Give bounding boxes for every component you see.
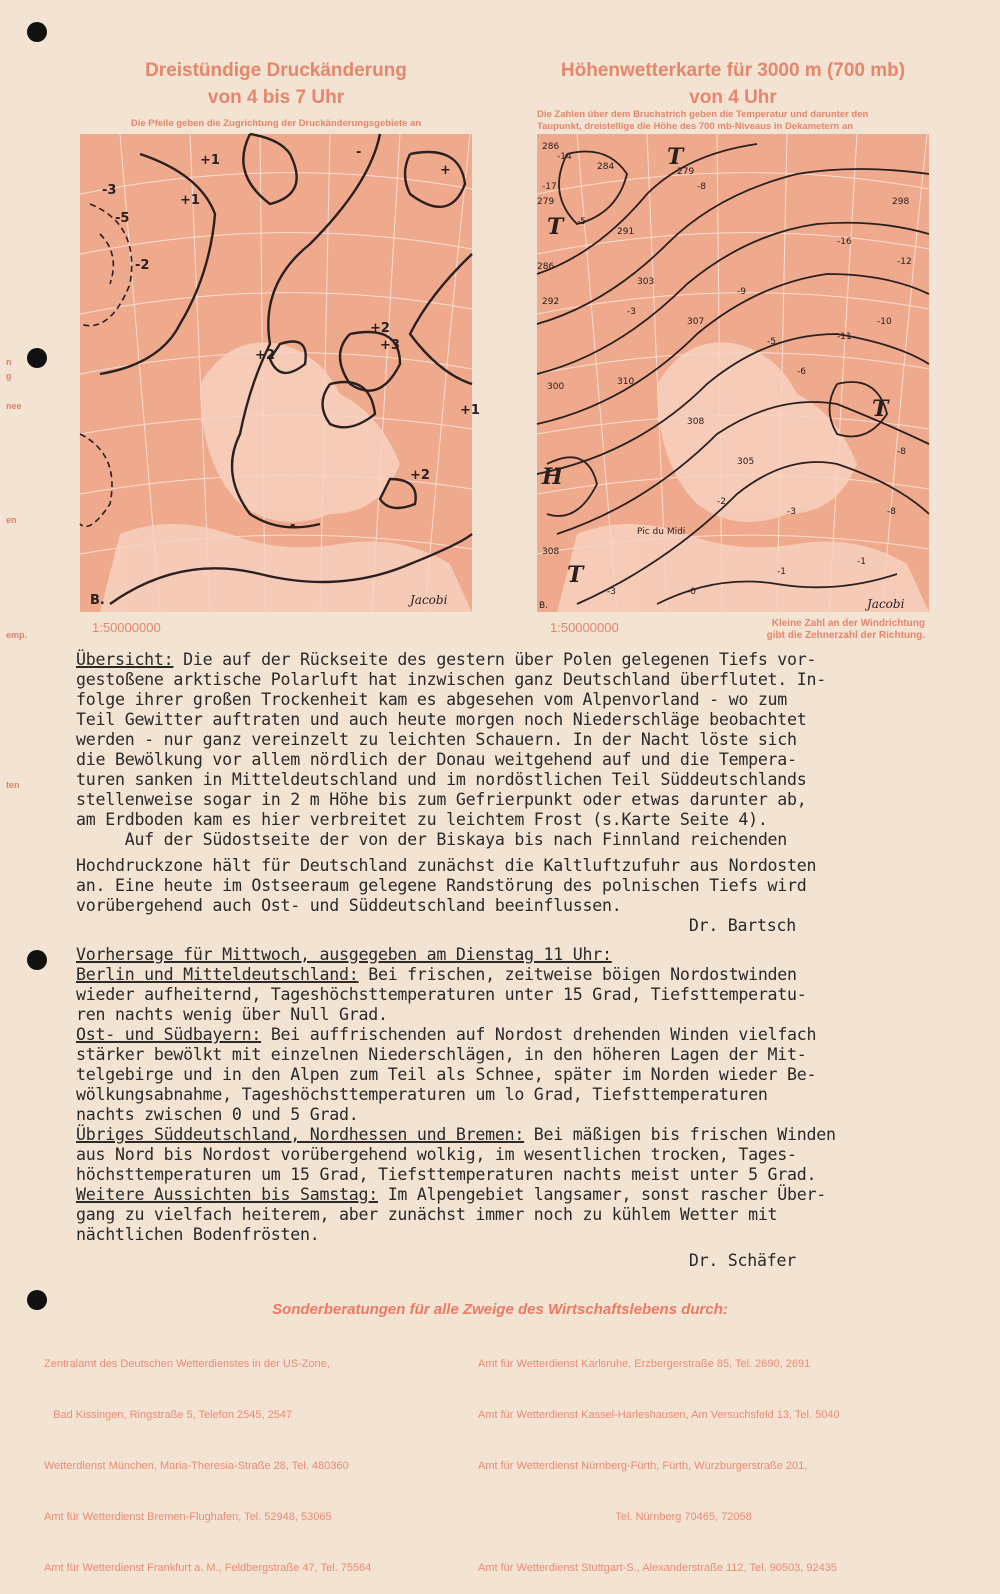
forecast-line: höchsttemperaturen um 15 Grad, Tiefsttemperaturen nachts meist unter 5 Grad. xyxy=(76,1165,817,1184)
footer-right xyxy=(478,1322,840,1594)
left-map-title-line1: Dreistündige Druckänderung xyxy=(145,60,407,81)
other-label: Übriges Süddeutschland, Nordhessen und Bremen: xyxy=(76,1125,525,1144)
footer-left-line: Amt für Wetterdienst Frankfurt a. M., Feldbergstraße 47, Tel. 75564 xyxy=(44,1562,372,1574)
edge-mark: en xyxy=(6,515,17,525)
forecast-line: Im Alpengebiet langsamer, sonst rascher Über- xyxy=(377,1185,827,1204)
edge-mark: ten xyxy=(6,780,20,790)
svg-text:-: - xyxy=(356,145,362,160)
right-map-subtitle-line2: Taupunkt, dreistellige die Höhe des 700 mb-Niveaus in Dekametern an xyxy=(537,121,854,132)
right-map-title-line1: Höhenwetterkarte für 3000 m (700 mb) xyxy=(560,60,906,81)
svg-text:T: T xyxy=(872,396,889,422)
footer-left-line: Zentralamt des Deutschen Wetterdienstes in der US-Zone, xyxy=(44,1358,330,1370)
svg-text:-0: -0 xyxy=(687,587,696,597)
svg-text:-1: -1 xyxy=(777,567,786,577)
right-map-subtitle-line1: Die Zahlen über dem Bruchstrich geben die Temperatur und darunter den xyxy=(537,109,869,120)
right-map-title xyxy=(537,57,929,111)
svg-text:310: 310 xyxy=(617,377,635,387)
right-map-subtitle xyxy=(537,109,929,133)
edge-mark: emp. xyxy=(6,630,28,640)
footer-left-line: Wetterdienst München, Maria-Theresia-Straße 28, Tel. 480360 xyxy=(44,1460,349,1472)
forecast-line: gang zu vielfach heiterem, aber zunächst immer noch zu kühlem Wetter mit xyxy=(76,1205,778,1224)
right-map-note-line1: Kleine Zahl an der Windrichtung xyxy=(771,618,925,629)
svg-text:-2: -2 xyxy=(135,258,150,273)
svg-text:-8: -8 xyxy=(897,447,906,457)
svg-text:+2: +2 xyxy=(410,468,430,483)
footer-right-line: Tel. Nürnberg 70465, 72058 xyxy=(478,1511,752,1523)
svg-text:-8: -8 xyxy=(887,507,896,517)
left-map-signature: Jacobi xyxy=(410,593,448,607)
svg-text:+1: +1 xyxy=(180,193,200,208)
svg-text:-3: -3 xyxy=(627,307,636,317)
forecast-section xyxy=(76,945,936,1271)
svg-text:B.: B. xyxy=(539,601,549,611)
svg-text:286: 286 xyxy=(537,262,555,272)
svg-text:-5: -5 xyxy=(115,211,130,226)
overview-line: stellenweise sogar in 2 m Höhe bis zum Gefrierpunkt oder etwas darunter ab, xyxy=(76,790,807,809)
svg-text:-10: -10 xyxy=(877,317,892,327)
svg-text:-8: -8 xyxy=(697,182,706,192)
edge-mark: n xyxy=(6,357,12,367)
edge-mark: nee xyxy=(6,401,22,411)
svg-text:-3: -3 xyxy=(787,507,796,517)
punch-hole xyxy=(27,950,47,970)
forecast-line: aus Nord bis Nordost vorübergehend wolkig, im wesentlichen trocken, Tages- xyxy=(76,1145,797,1164)
overview-line: turen sanken in Mitteldeutschland und im nordöstlichen Teil Süddeutschlands xyxy=(76,770,807,789)
overview-line-0 xyxy=(76,650,936,670)
overview-line: Hochdruckzone hält für Deutschland zunächst die Kaltluftzufuhr aus Nordosten xyxy=(76,856,817,875)
forecast-line: telgebirge und in den Alpen zum Teil als Schnee, später im Norden wieder Be- xyxy=(76,1065,817,1084)
svg-text:303: 303 xyxy=(637,277,655,287)
svg-text:-3: -3 xyxy=(102,183,117,198)
footer-left-line: Bad Kissingen, Ringstraße 5, Telefon 2545, 2547 xyxy=(44,1409,293,1421)
svg-text:300: 300 xyxy=(547,382,565,392)
svg-text:-12: -12 xyxy=(897,257,912,267)
forecast-line: nachts zwischen 0 und 5 Grad. xyxy=(76,1105,359,1124)
overview-line: an. Eine heute im Ostseeraum gelegene Randstörung des polnischen Tiefs wird xyxy=(76,876,807,895)
svg-text:-11: -11 xyxy=(837,332,852,342)
footer-right-line: Amt für Wetterdienst Karlsruhe, Erzbergerstraße 85, Tel. 2690, 2691 xyxy=(478,1358,811,1370)
svg-text:-14: -14 xyxy=(557,152,572,162)
svg-text:Pic du Midi: Pic du Midi xyxy=(637,527,686,537)
svg-text:-3: -3 xyxy=(607,587,616,597)
svg-text:+2: +2 xyxy=(370,321,390,336)
left-map-subtitle: Die Pfeile geben die Zugrichtung der Druckänderungsgebiete an xyxy=(130,118,422,129)
footer-left-line: Amt für Wetterdienst Bremen-Flughafen, Tel. 52948, 53065 xyxy=(44,1511,332,1523)
forecast-signature: Dr. Schäfer xyxy=(688,1251,796,1270)
forecast-heading: Vorhersage für Mittwoch, ausgegeben am Dienstag 11 Uhr: xyxy=(76,945,612,964)
overview-line: die Bewölkung vor allem nördlich der Donau weitgehend auf und die Tempera- xyxy=(76,750,797,769)
footer-right-line: Amt für Wetterdienst Nürnberg-Fürth, Fürth, Würzburgerstraße 201, xyxy=(478,1460,808,1472)
right-map-scale: 1:50000000 xyxy=(550,620,619,635)
left-map-title-line2: von 4 bis 7 Uhr xyxy=(207,87,345,108)
svg-text:308: 308 xyxy=(542,547,560,557)
left-map xyxy=(80,134,480,612)
svg-text:T: T xyxy=(567,562,584,588)
svg-text:305: 305 xyxy=(737,457,755,467)
overview-line: Auf der Südostseite der von der Biskaya bis nach Finnland reichenden xyxy=(76,830,788,849)
forecast-line: ren nachts wenig über Null Grad. xyxy=(76,1005,388,1024)
svg-text:-2: -2 xyxy=(717,497,726,507)
svg-text:308: 308 xyxy=(687,417,705,427)
svg-text:+: + xyxy=(440,163,451,178)
svg-text:307: 307 xyxy=(687,317,705,327)
punch-hole xyxy=(27,348,47,368)
forecast-line: Bei mäßigen bis frischen Winden xyxy=(524,1125,836,1144)
overview-line: am Erdboden kam es hier verbreitet zu leichtem Frost (s.Karte Seite 4). xyxy=(76,810,768,829)
svg-text:-1: -1 xyxy=(857,557,866,567)
svg-text:291: 291 xyxy=(617,227,635,237)
right-map xyxy=(537,134,929,612)
edge-mark: g xyxy=(6,371,12,381)
svg-text:-: - xyxy=(290,518,296,533)
overview-line: Die auf der Rückseite des gestern über Polen gelegenen Tiefs vor- xyxy=(173,650,817,669)
svg-text:292: 292 xyxy=(542,297,560,307)
right-map-note-line2: gibt die Zehnerzahl der Richtung. xyxy=(766,630,925,641)
forecast-line: wieder aufheiternd, Tageshöchsttemperaturen unter 15 Grad, Tiefsttemperatu- xyxy=(76,985,807,1004)
footer-heading: Sonderberatungen für alle Zweige des Wirtschaftslebens durch: xyxy=(272,1301,728,1318)
footer-right-line: Amt für Wetterdienst Kassel-Harleshausen, Am Versuchsfeld 13, Tel. 5040 xyxy=(478,1409,840,1421)
forecast-line: wölkungsabnahme, Tageshöchsttemperaturen um lo Grad, Tiefsttemperaturen xyxy=(76,1085,768,1104)
svg-text:+1: +1 xyxy=(200,153,220,168)
footer-left xyxy=(44,1322,371,1594)
svg-text:+2: +2 xyxy=(255,348,275,363)
svg-text:-5: -5 xyxy=(767,337,776,347)
overview-section xyxy=(76,650,936,936)
berlin-label: Berlin und Mitteldeutschland: xyxy=(76,965,359,984)
svg-text:B.: B. xyxy=(90,593,105,608)
svg-text:298: 298 xyxy=(892,197,910,207)
overview-line: vorübergehend auch Ost- und Süddeutschland beeinflussen. xyxy=(76,896,622,915)
right-map-note xyxy=(700,618,925,642)
footer-right-line: Amt für Wetterdienst Stuttgart-S., Alexanderstraße 112, Tel. 90503, 92435 xyxy=(478,1562,837,1574)
outlook-label: Weitere Aussichten bis Samstag: xyxy=(76,1185,378,1204)
overview-line: gestoßene arktische Polarluft hat inzwischen ganz Deutschland überflutet. In- xyxy=(76,670,827,689)
right-map-signature: Jacobi xyxy=(867,597,905,611)
svg-text:-9: -9 xyxy=(737,287,746,297)
svg-text:+1: +1 xyxy=(460,403,480,418)
svg-text:-6: -6 xyxy=(797,367,806,377)
left-map-title xyxy=(80,57,472,111)
svg-text:-5: -5 xyxy=(577,217,586,227)
overview-signature: Dr. Bartsch xyxy=(688,916,796,935)
svg-text:279: 279 xyxy=(537,197,555,207)
left-map-scale: 1:50000000 xyxy=(92,620,161,635)
svg-text:286: 286 xyxy=(542,142,560,152)
svg-text:T: T xyxy=(667,144,684,170)
overview-heading: Übersicht: xyxy=(76,650,174,669)
overview-line: Teil Gewitter auftraten und auch heute morgen noch Niederschläge beobachtet xyxy=(76,710,807,729)
overview-line: folge ihrer großen Trockenheit kam es abgesehen vom Alpenvorland - wo zum xyxy=(76,690,788,709)
svg-text:T: T xyxy=(547,214,564,240)
forecast-line: nächtlichen Bodenfrösten. xyxy=(76,1225,320,1244)
svg-text:+3: +3 xyxy=(380,338,400,353)
svg-text:284: 284 xyxy=(597,162,615,172)
forecast-line: stärker bewölkt mit einzelnen Niederschlägen, in den höheren Lagen der Mit- xyxy=(76,1045,807,1064)
svg-text:-17: -17 xyxy=(542,182,557,192)
svg-text:-16: -16 xyxy=(837,237,852,247)
bayern-label: Ost- und Südbayern: xyxy=(76,1025,262,1044)
overview-line: werden - nur ganz vereinzelt zu leichten Schauern. In der Nacht löste sich xyxy=(76,730,797,749)
forecast-line: Bei frischen, zeitweise böigen Nordostwinden xyxy=(358,965,797,984)
svg-text:H: H xyxy=(542,464,563,490)
right-map-title-line2: von 4 Uhr xyxy=(689,87,777,108)
forecast-line: Bei auffrischenden auf Nordost drehenden Winden vielfach xyxy=(261,1025,817,1044)
punch-hole xyxy=(27,22,47,42)
svg-text:279: 279 xyxy=(677,167,695,177)
